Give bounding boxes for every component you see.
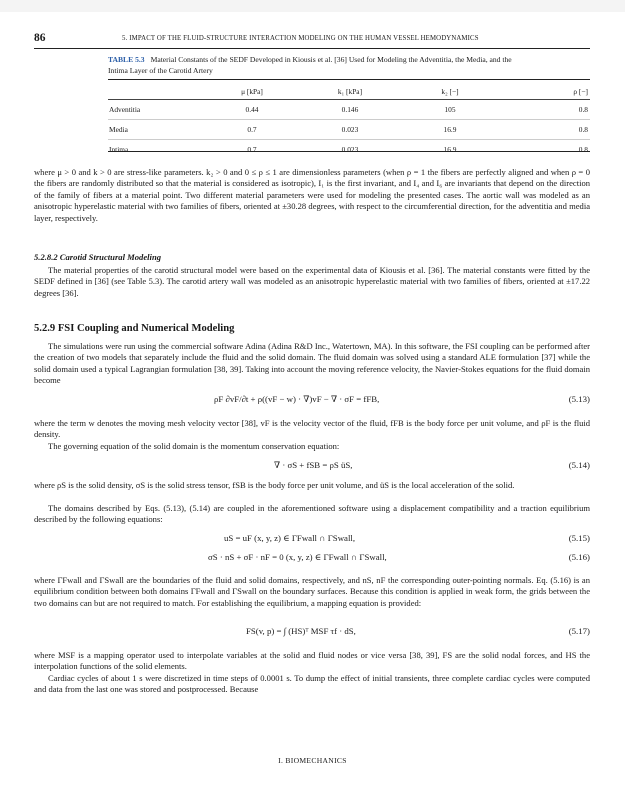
header-rule (34, 48, 590, 49)
equation-number: (5.15) (568, 533, 590, 543)
table-row (108, 100, 590, 120)
running-head: 5. IMPACT OF THE FLUID-STRUCTURE INTERACTION MODELING ON THE HUMAN VESSEL HEMODYNAMICS (122, 35, 479, 42)
table-row (108, 140, 590, 160)
equation-body: ρF ∂vF/∂t + ρ((vF − w) · ∇)vF − ∇ · σF = fFB, (214, 394, 380, 404)
page-number: 86 (34, 32, 46, 44)
table-cell: 0.8 (500, 140, 590, 160)
table-row (108, 120, 590, 140)
table-header-cell (108, 83, 204, 100)
paragraph-mesh-velocity: where the term w denotes the moving mesh velocity vector [38], vF is the velocity vector of the fluid, fFB is the body force per unit volume, and ρF is the fluid density. (34, 418, 590, 440)
paragraph-adina: The simulations were run using the commercial software Adina (Adina R&D Inc., Watertown, MA). In this software, the FSI coupling can be performed after the creation of two models that separately include the fluid and the solid domain. The fluid domain was solved using a standard ALE formulation [37] while the solid domain used a typical Lagrangian formulation [38, 39]. Taking into account the moving reference velocity, the Navier-Stokes equations for the fluid domain become (34, 341, 590, 386)
equation-body: σS · nS + σF · nF = 0 (x, y, z) ∈ ΓFwall ∩ ΓSwall, (208, 552, 387, 562)
table-cell: 0.7 (204, 140, 300, 160)
equation-number: (5.16) (568, 552, 590, 562)
table-header-cell: k₂ [−] (400, 83, 500, 100)
material-constants-table (108, 83, 590, 159)
table-cell: 0.023 (300, 140, 400, 160)
table-caption-text: Material Constants of the SEDF Developed in Kiousis et al. [36] Used for Modeling the Adventitia, the Media, and the Intima Layer of the Carotid Artery (108, 55, 512, 75)
equation-number: (5.17) (568, 626, 590, 636)
table-cell: 105 (444, 105, 456, 114)
table-cell: 0.7 (204, 120, 300, 140)
equation-5-14 (34, 460, 590, 475)
table-cell: Adventitia (109, 105, 141, 114)
paragraph-solid-density: where ρS is the solid density, σS is the solid stress tensor, fSB is the body force per unit volume, and üS is the local acceleration of the solid. (34, 480, 515, 490)
equation-number: (5.14) (568, 460, 590, 470)
paragraph-carotid-model: The material properties of the carotid structural model were based on the experimental data of Kiousis et al. [36]. The material constants were fitted by the SEDF defined in [36] (see Table 5.3). The carotid artery wall was modeled as an anisotropic hyperelastic material with two families of fibers, oriented at ±17.22 degrees [36]. (34, 265, 590, 298)
paragraph-invariants: where μ > 0 and k > 0 are stress-like parameters. k₂ > 0 and 0 ≤ ρ ≤ 1 are dimensionless parameters (when ρ = 1 the fibers are perfectly aligned and when ρ = 0 the fibers are randomly distributed so that the material is considered as isotropic), I₁ is the first invariant, and I₄ and I₆ are invariants that depend on the direction of the family of fibers at a material point. Two different material parameters were used for modeling the presented cases. The aortic wall was modeled as an anisotropic hyperelastic material with two families of fibers, oriented at ±30.28 degrees, with respect to the circumferential direction, for the adventitia and media layer, respectively. (34, 167, 590, 223)
equation-5-17 (34, 626, 590, 641)
table-header-cell: k₁ [kPa] (300, 83, 400, 100)
table-cell: 16.9 (400, 120, 500, 140)
section-heading-5-2-9: 5.2.9 FSI Coupling and Numerical Modeling (34, 323, 235, 334)
table-cell: Intima (108, 140, 204, 160)
table-caption (108, 54, 528, 76)
paragraph-boundaries: where ΓFwall and ΓSwall are the boundaries of the fluid and solid domains, respectively, and nS, nF the corresponding outer-pointing normals. Eq. (5.16) is an equilibrium condition between both domains ΓFwall and ΓSwall on the boundary surfaces. Because this condition is applied in weak form, the grids between the two domains can but are not required to match. For establishing the equilibrium, a mapping equation is provided: (34, 575, 590, 608)
table-cell: Media (108, 120, 204, 140)
equation-5-15 (34, 533, 590, 548)
table-label: TABLE 5.3 (108, 55, 145, 64)
table-bottom-rule (108, 151, 590, 152)
table-header-cell: ρ [−] (500, 83, 590, 100)
table-cell: 0.8 (578, 105, 588, 114)
paragraph-cardiac-cycles: Cardiac cycles of about 1 s were discretized in time steps of 0.0001 s. To dump the effect of initial transients, three complete cardiac cycles were computed and data from the last one was stored and postprocessed. Because (34, 673, 590, 695)
paragraph-coupling: The domains described by Eqs. (5.13), (5.14) are coupled in the aforementioned software using a displacement compatibility and a traction equilibrium described by the following equations: (34, 503, 590, 525)
top-bar (0, 0, 625, 12)
section-heading-5-2-8-2: 5.2.8.2 Carotid Structural Modeling (34, 252, 162, 262)
table-header-row (108, 83, 590, 100)
equation-body: FS(v, p) = ∫ (HS)ᵀ MSF τf · dS, (246, 626, 356, 636)
equation-body: uS = uF (x, y, z) ∈ ΓFwall ∩ ΓSwall, (224, 533, 356, 543)
table-cell: 0.023 (300, 120, 400, 140)
table-top-rule (108, 79, 590, 80)
paragraph-solid-governing: The governing equation of the solid domain is the momentum conservation equation: (48, 441, 340, 451)
table-cell: 16.9 (400, 140, 500, 160)
equation-number: (5.13) (568, 394, 590, 404)
equation-body: ∇ · σS + fSB = ρS üS, (274, 460, 353, 470)
equation-5-13 (34, 394, 590, 409)
page-footer: I. BIOMECHANICS (278, 756, 347, 765)
table-cell: 0.44 (245, 105, 259, 114)
table-header-cell: μ [kPa] (204, 83, 300, 100)
table-cell: 0.146 (341, 105, 359, 114)
equation-5-16 (34, 552, 590, 567)
paragraph-mapping-operator: where MSF is a mapping operator used to interpolate variables at the solid and fluid nodes or vice versa [38, 39], FS are the solid nodal forces, and HS the interpolation functions of the solid elements. (34, 650, 590, 672)
table-cell: 0.8 (500, 120, 590, 140)
